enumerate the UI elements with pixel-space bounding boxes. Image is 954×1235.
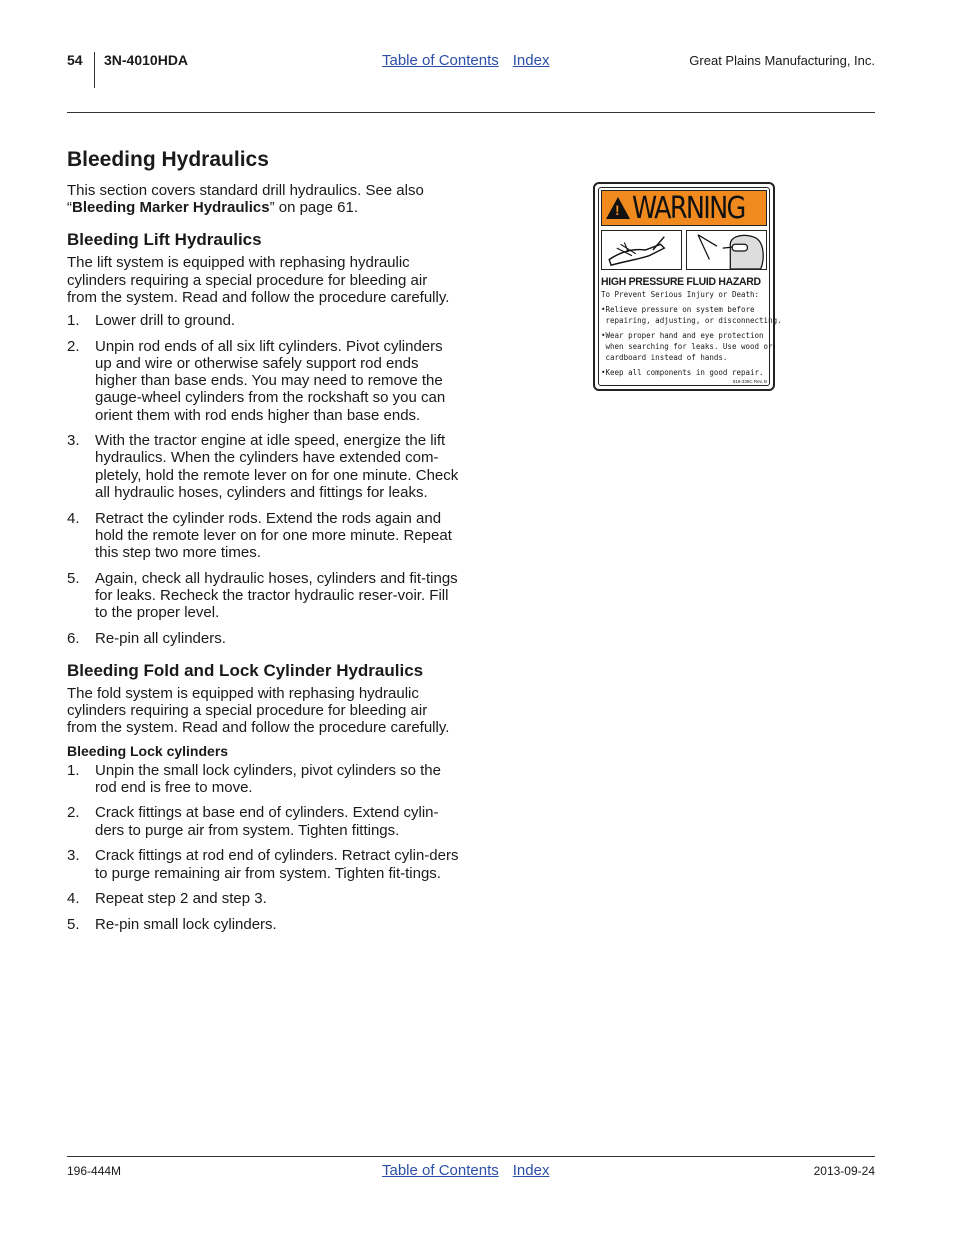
step-text: With the tractor engine at idle speed, energize the lift hydraulics. When the cylinders have extended com-pletely, hold the remote lever on for one minute. Check all hydraulic hoses, cylinders and fittings for leaks. xyxy=(95,432,459,501)
lift-intro: The lift system is equipped with rephasing hydraulic cylinders requiring a special procedure for bleeding air from the system. Read and follow the procedure carefully. xyxy=(67,254,450,306)
document-number: 196-444M xyxy=(67,1164,122,1178)
list-item xyxy=(67,338,459,424)
warning-decal xyxy=(593,182,782,391)
fold-section-title: Bleeding Fold and Lock Cylinder Hydraulics xyxy=(67,660,424,680)
lift-steps xyxy=(67,312,459,647)
eye-protection-icon xyxy=(686,230,767,270)
hazard-bullet: •Wear proper hand and eye protection when searching for leaks. Use wood or cardboard instead of hands. xyxy=(601,331,773,362)
main-column xyxy=(67,148,459,942)
step-number: 3. xyxy=(67,847,80,865)
step-number: 2. xyxy=(67,337,80,355)
header-divider xyxy=(94,52,95,88)
step-text: Lower drill to ground. xyxy=(95,312,236,330)
list-item xyxy=(67,432,459,501)
company-name: Great Plains Manufacturing, Inc. xyxy=(689,53,875,68)
signal-word: WARNING xyxy=(632,190,745,226)
step-number: 2. xyxy=(67,804,80,822)
header-nav xyxy=(382,52,563,69)
decal-frame xyxy=(598,187,782,386)
step-text: Retract the cylinder rods. Extend the rods again and hold the remote lever on for one more minute. Repeat this step two more times. xyxy=(95,509,452,561)
step-number: 1. xyxy=(67,761,80,779)
footer-nav xyxy=(382,1162,563,1179)
list-item xyxy=(67,570,459,622)
footer-rule xyxy=(67,1156,875,1157)
list-item xyxy=(67,510,459,562)
intro-page-ref: ” on page 61. xyxy=(269,199,358,217)
lock-steps xyxy=(67,762,459,934)
index-link[interactable]: Index xyxy=(512,52,550,69)
table-of-contents-link[interactable]: Table of Contents xyxy=(382,52,499,69)
header-rule xyxy=(67,112,875,113)
step-number: 1. xyxy=(67,312,80,330)
list-item xyxy=(67,312,459,329)
section-title: Bleeding Hydraulics xyxy=(67,148,269,171)
list-item xyxy=(67,847,459,881)
step-text: Crack fittings at rod end of cylinders. Retract cylin-ders to purge remaining air from system. Tighten fit-tings. xyxy=(95,847,459,882)
warning-triangle-icon: ! xyxy=(606,197,630,219)
model-number: 3N-4010HDA xyxy=(104,52,189,68)
intro-reference: Bleeding Marker Hydraulics xyxy=(72,199,270,217)
step-number: 3. xyxy=(67,432,80,450)
index-link[interactable]: Index xyxy=(512,1162,550,1179)
hand-injection-icon xyxy=(601,230,682,270)
section-intro xyxy=(67,182,459,216)
step-text: Unpin the small lock cylinders, pivot cylinders so the rod end is free to move. xyxy=(95,761,441,796)
hazard-title: HIGH PRESSURE FLUID HAZARD xyxy=(601,276,761,288)
lift-section-title: Bleeding Lift Hydraulics xyxy=(67,230,262,250)
list-item xyxy=(67,630,459,647)
publish-date: 2013-09-24 xyxy=(813,1164,875,1178)
table-of-contents-link[interactable]: Table of Contents xyxy=(382,1162,499,1179)
decal-part-code: 818-339C Rev. B xyxy=(732,379,767,384)
step-text: Re-pin all cylinders. xyxy=(95,629,226,647)
lock-subtitle: Bleeding Lock cylinders xyxy=(67,742,229,759)
fold-intro: The fold system is equipped with rephasing hydraulic cylinders requiring a special procedure for bleeding air from the system. Read and follow the procedure carefully. xyxy=(67,684,450,737)
step-number: 4. xyxy=(67,890,80,908)
step-text: Unpin rod ends of all six lift cylinders. Pivot cylinders up and wire or otherwise safely support rod ends higher than base ends. You may need to remove the gauge-wheel cylinders from the rockshaft so you can orient them with rod ends higher than base ends. xyxy=(95,337,446,424)
list-item xyxy=(67,890,459,907)
page-number: 54 xyxy=(67,52,83,68)
warning-banner xyxy=(601,190,767,226)
hazard-pictograms xyxy=(601,230,767,270)
step-text: Repeat step 2 and step 3. xyxy=(95,890,267,908)
step-text: Again, check all hydraulic hoses, cylinders and fit-tings for leaks. Recheck the tractor hydraulic reser-voir. Fill to the proper level. xyxy=(95,569,458,622)
step-text: Crack fittings at base end of cylinders. Extend cylin-ders to purge air from system. Tighten fittings. xyxy=(95,804,439,839)
list-item xyxy=(67,916,459,933)
step-number: 5. xyxy=(67,916,80,933)
intro-text: This section covers standard drill hydraulics. See also “ xyxy=(67,182,424,217)
hazard-bullet: •Relieve pressure on system before repairing, adjusting, or disconnecting. xyxy=(601,305,782,325)
hazard-subhead: To Prevent Serious Injury or Death: xyxy=(601,290,760,299)
list-item xyxy=(67,762,459,796)
step-number: 5. xyxy=(67,569,80,587)
step-number: 6. xyxy=(67,629,80,647)
hazard-bullet: •Keep all components in good repair. xyxy=(601,368,764,377)
list-item xyxy=(67,804,459,838)
step-number: 4. xyxy=(67,509,80,527)
step-text: Re-pin small lock cylinders. xyxy=(95,916,277,933)
